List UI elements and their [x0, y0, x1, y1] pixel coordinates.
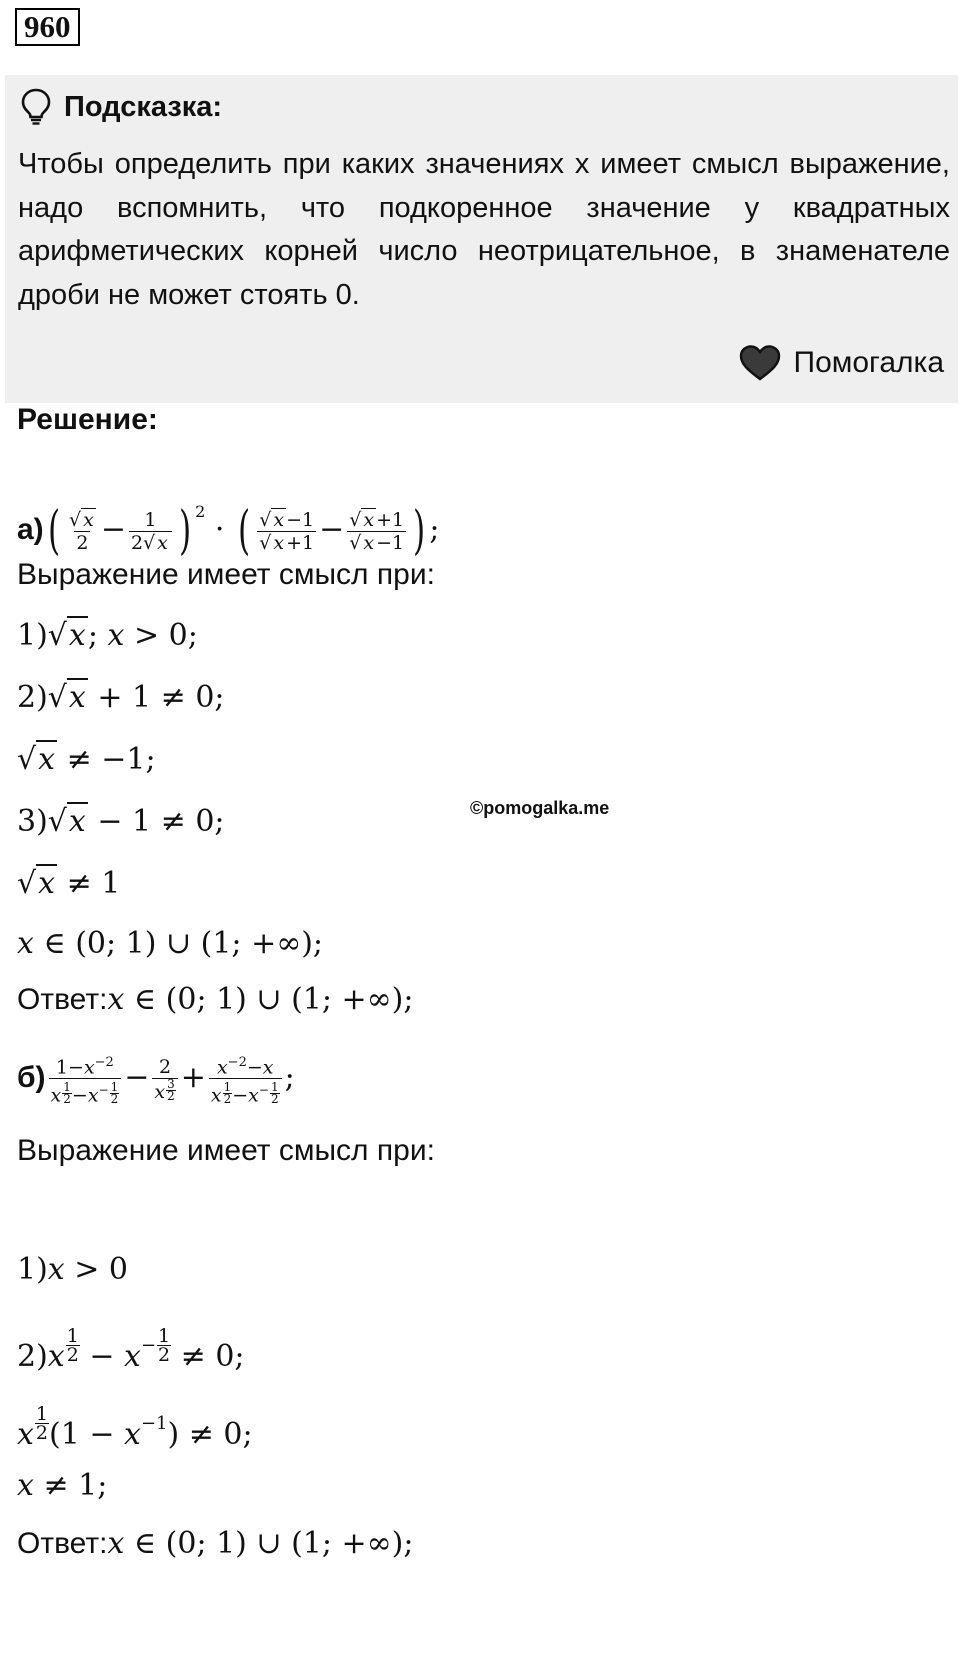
part-b-meaning: Выражение имеет смысл при: — [17, 1134, 435, 1167]
part-a-meaning: Выражение имеет смысл при: — [17, 558, 435, 591]
heart-icon — [738, 344, 782, 382]
part-a-step-2: 2)√x + 1 ≠ 0; — [17, 680, 225, 715]
part-b-step-2b: x $\frac{1}{2}$ $(1 - x^{-1}) \ne 0$; — [17, 1403, 253, 1452]
part-b-answer: Ответ:x ∈ (0; 1) ∪ (1; +∞); — [17, 1526, 414, 1561]
part-a-step-2b: √x ≠ −1; — [17, 742, 156, 777]
part-a-answer-label: Ответ: — [17, 983, 108, 1016]
part-a-step-3: 3)√x − 1 ≠ 0; — [17, 804, 225, 839]
part-b-step-2: 2)x $\frac{1}{2}$ − x− $\frac{1}{2}$ ≠ 0; — [17, 1325, 245, 1374]
task-number: 960 — [15, 8, 80, 46]
part-b-expression — [17, 1040, 295, 1116]
part-b-answer-label: Ответ: — [17, 1527, 108, 1560]
part-a-step-3b: √x ≠ 1 — [17, 866, 121, 901]
part-a-answer: Ответ:x ∈ (0; 1) ∪ (1; +∞); — [17, 982, 414, 1017]
part-b-step-3: x ≠ 1; — [17, 1468, 108, 1503]
lightbulb-icon — [20, 88, 52, 126]
part-b-formula: $1-x^{-2}$ x $\frac{1}{2}$ −x− $\frac{1}{2}$ − 2 x $\frac{3}{2}$ + $x^{-2}-x$ x $\frac{1}{2}$ −x− $\frac{1}{2}$ ; — [50, 1054, 295, 1107]
solution-title: Решение: — [17, 403, 158, 436]
hint-title: Подсказка: — [64, 90, 223, 123]
watermark: ©pomogalka.me — [470, 798, 610, 818]
hint-text: Чтобы определить при каких значениях x имеет смысл выражение, надо вспомнить, что подкоренное значение у квадратных арифметических корней число неотрицательное, в знаменателе дроби не может стоять 0. — [18, 148, 950, 311]
part-a-formula: ( $\frac{√ x}{2}$ − $\frac{1}{2√ x}$ ) $^2$ · ( $\frac{√ x -1}{√ x +1}$ − $\frac{√ x +1}{√ x -1}$ ) ; — [47, 501, 440, 561]
part-a-step-1: 1)√x; x > 0; — [17, 618, 198, 653]
part-b-label: б) — [17, 1061, 46, 1094]
part-a-label: а) — [17, 513, 44, 546]
brand — [738, 343, 945, 383]
part-a-interval: x ∈ (0; 1) ∪ (1; +∞); — [17, 926, 324, 961]
hint-header — [20, 87, 222, 127]
part-b-step-1: 1)x > 0 — [17, 1252, 129, 1287]
part-a-expression — [17, 482, 440, 561]
hint-box — [5, 75, 958, 403]
brand-label: Помогалка — [793, 346, 944, 379]
